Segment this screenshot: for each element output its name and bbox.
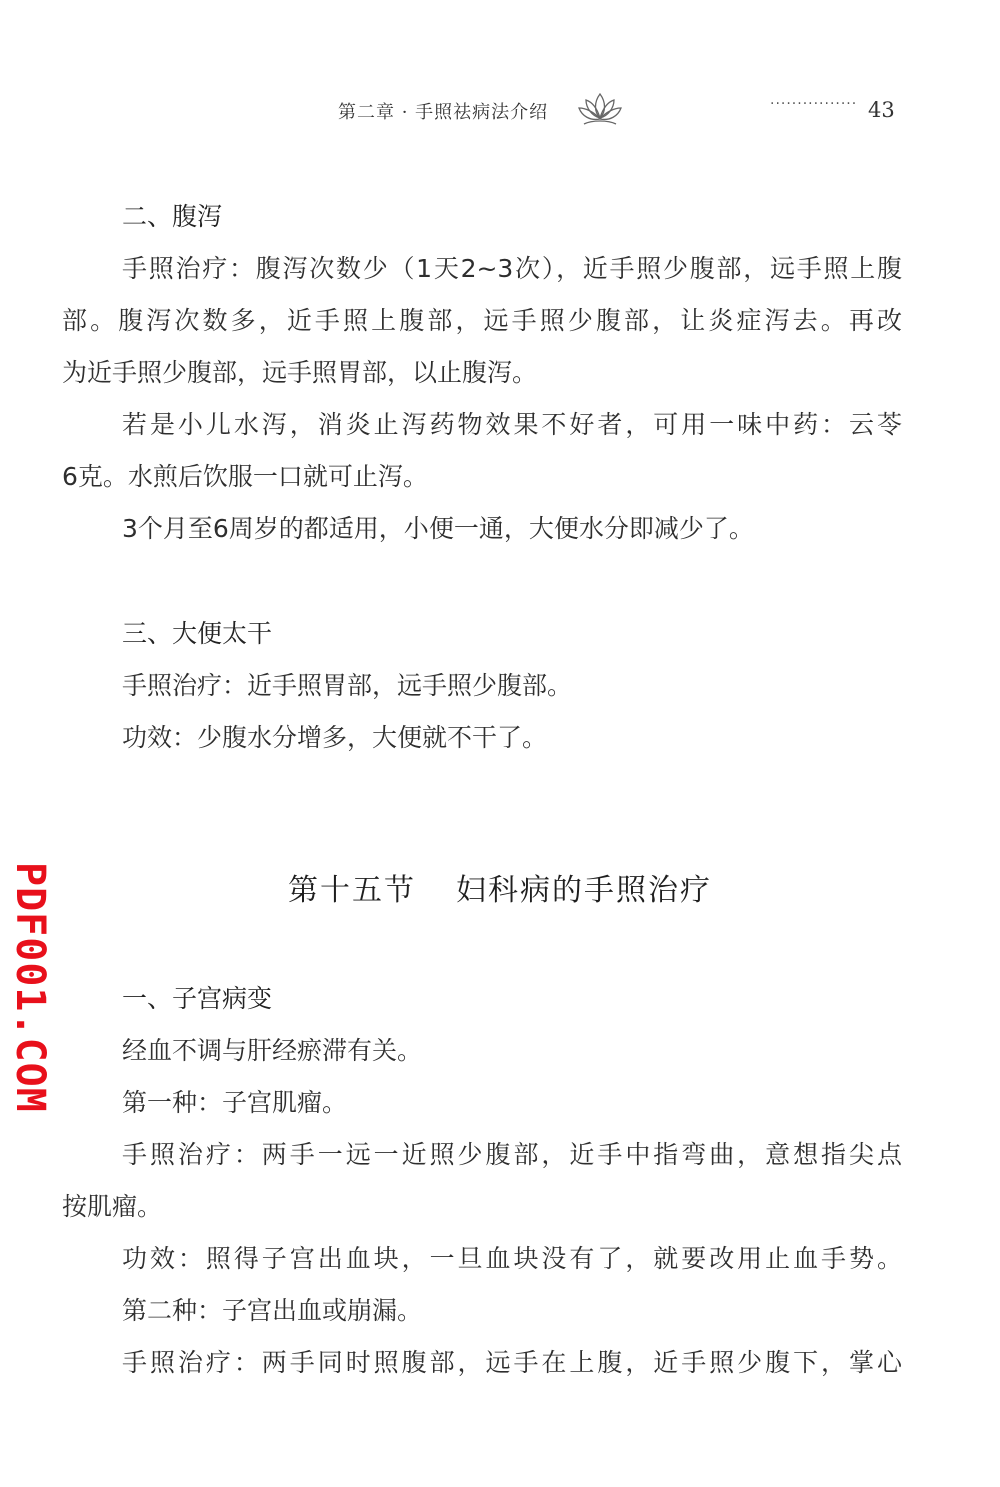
paragraph-line: 为近手照少腹部，远手照胃部，以止腹泻。 bbox=[62, 358, 538, 387]
running-head: 第二章 · 手照祛病法介绍 bbox=[338, 102, 549, 123]
paragraph-line: 若是小儿水泻，消炎止泻药物效果不好者，可用一味中药：云苓 bbox=[122, 410, 902, 439]
paragraph-line: 按肌瘤。 bbox=[62, 1192, 163, 1221]
paragraph-line: 手照治疗：近手照胃部，远手照少腹部。 bbox=[122, 671, 573, 700]
page-number: 43 bbox=[868, 98, 895, 122]
paragraph-line: 部。腹泻次数多，近手照上腹部，远手照少腹部，让炎症泻去。再改 bbox=[62, 306, 902, 335]
paragraph-line: 功效：少腹水分增多，大便就不干了。 bbox=[122, 723, 548, 752]
paragraph-line: 手照治疗：腹泻次数少（1天2~3次），近手照少腹部，远手照上腹 bbox=[122, 254, 902, 283]
heading-diarrhea: 二、腹泻 bbox=[122, 202, 223, 231]
paragraph-line: 功效：照得子宫出血块，一旦血块没有了，就要改用止血手势。 bbox=[122, 1244, 902, 1273]
paragraph-line: 经血不调与肝经瘀滞有关。 bbox=[122, 1036, 423, 1065]
section-number: 第十五节 bbox=[288, 873, 416, 908]
watermark: PDF001.COM bbox=[7, 862, 53, 1113]
paragraph-line: 手照治疗：两手同时照腹部，远手在上腹，近手照少腹下，掌心 bbox=[122, 1348, 902, 1377]
section-title-text: 妇科病的手照治疗 bbox=[456, 873, 712, 908]
paragraph-line: 第一种：子宫肌瘤。 bbox=[122, 1088, 348, 1117]
header-leader-dots: ················ bbox=[770, 96, 858, 112]
heading-constipation: 三、大便太干 bbox=[122, 619, 273, 648]
paragraph-line: 第二种：子宫出血或崩漏。 bbox=[122, 1296, 423, 1325]
section-title bbox=[0, 872, 1000, 910]
lotus-icon bbox=[576, 88, 624, 128]
paragraph-line: 手照治疗：两手一远一近照少腹部，近手中指弯曲，意想指尖点 bbox=[122, 1140, 902, 1169]
paragraph-line: 6克。水煎后饮服一口就可止泻。 bbox=[62, 462, 428, 491]
paragraph-line: 3个月至6周岁的都适用，小便一通，大便水分即减少了。 bbox=[122, 514, 754, 543]
heading-uterus: 一、子宫病变 bbox=[122, 984, 273, 1013]
